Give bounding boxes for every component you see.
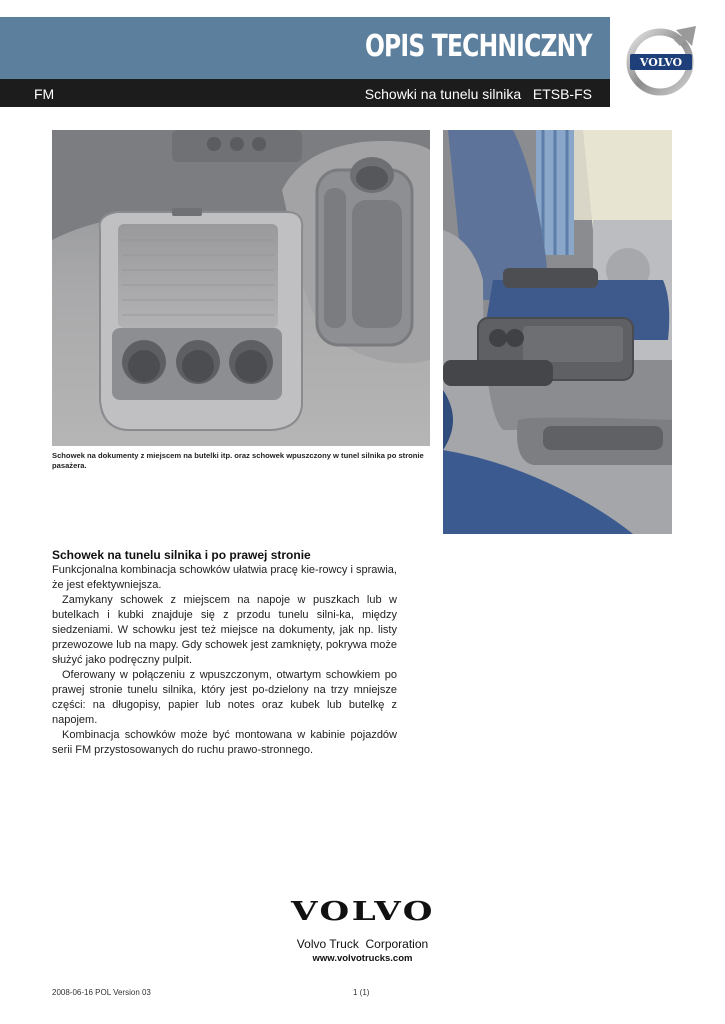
page-number: 1 (1)	[353, 988, 370, 997]
document-subtitle: Schowki na tunelu silnika ETSB-FS	[364, 86, 592, 102]
corporation-url: www.volvotrucks.com	[312, 953, 413, 964]
storage-compartment-photo	[52, 130, 430, 446]
body-text	[52, 563, 397, 758]
cab-interior-photo	[443, 130, 672, 534]
photo-caption: Schowek na dokumenty z miejscem na butelki itp. oraz schowek wpuszczony w tunel silnika po stronie pasażera.	[52, 451, 424, 470]
volvo-emblem-logo	[626, 24, 698, 96]
paragraph: Oferowany w połączeniu z wpuszczonym, otwartym schowkiem po prawej stronie tunelu silnika, który jest po-dzielony na trzy mniejsze części: na długopisy, papier lub notes oraz kubek lub butelkę z napojem.	[52, 669, 397, 726]
wordmark-text: VOLVO	[290, 898, 435, 924]
document-info: 2008-06-16 POL Version 03	[52, 988, 151, 997]
volvo-wordmark-logo	[290, 898, 436, 924]
corporation-name	[0, 937, 725, 951]
subheader-band	[0, 79, 610, 107]
section-heading: Schowek na tunelu silnika i po prawej stronie	[52, 548, 311, 562]
model-label: FM	[34, 86, 55, 102]
paragraph: Zamykany schowek z miejscem na napoje w puszkach lub w butelkach i kubki znajduje się z przodu tunelu silni-ka, między siedzeniami. W schowku jest też miejsce na dokumenty, jak np. listy przewozowe lub na mapy. Gdy schowek jest zamknięty, pokrywa może służyć jako podręczny pulpit.	[52, 594, 397, 666]
emblem-wordmark: VOLVO	[639, 56, 683, 69]
header-band	[0, 17, 610, 79]
paragraph: Kombinacja schowków może być montowana w kabinie pojazdów serii FM przystosowanych do ruchu prawo-stronnego.	[52, 729, 397, 756]
document-title: OPIS TECHNICZNY	[365, 29, 592, 64]
corporation-name-text: Volvo Truck Corporation	[296, 937, 429, 951]
paragraph: Funkcjonalna kombinacja schowków ułatwia pracę kie-rowcy i sprawia, że jest efektywniejsza.	[52, 564, 397, 591]
